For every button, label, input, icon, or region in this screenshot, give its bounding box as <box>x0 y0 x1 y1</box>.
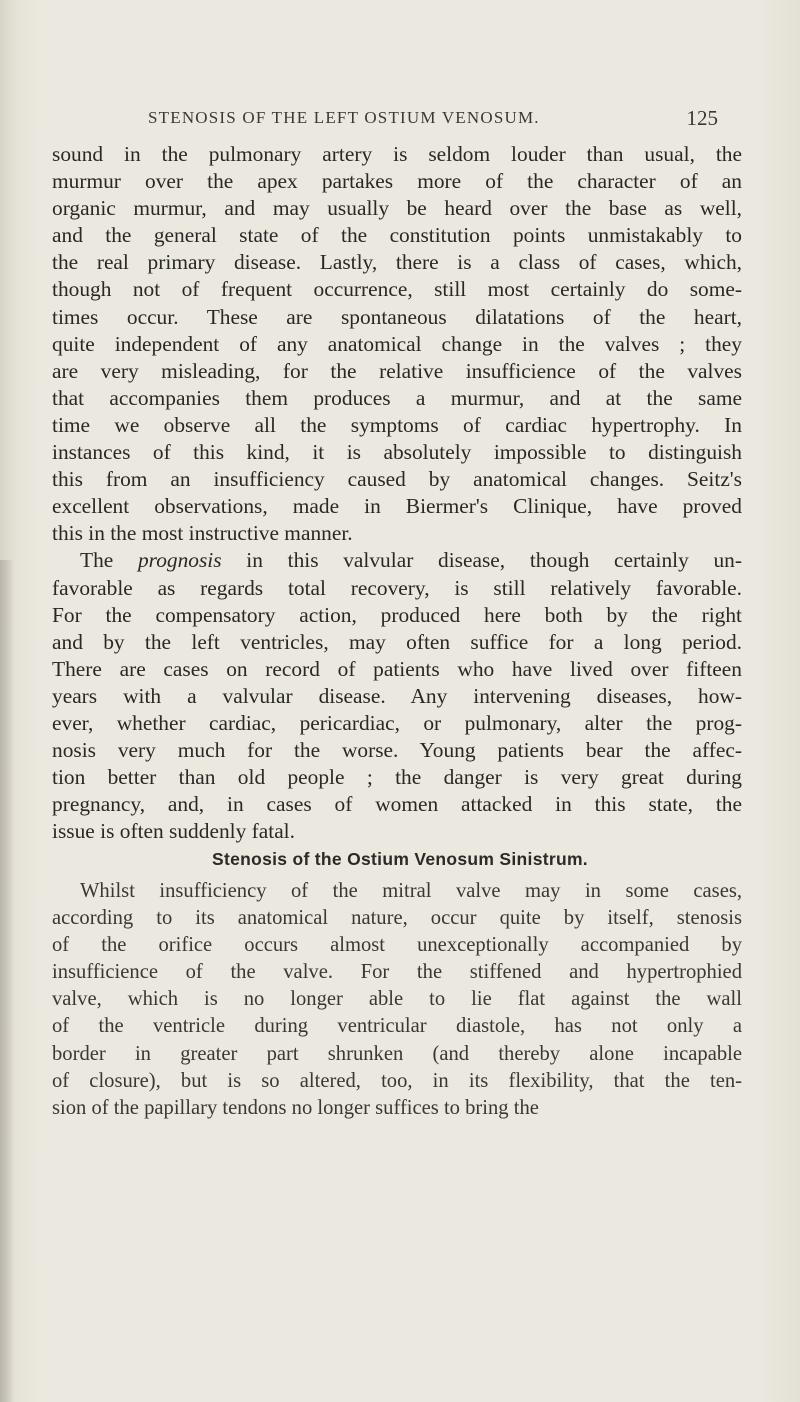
text-line: nosis very much for the worse. Young patients bear the affec- <box>52 738 742 763</box>
text-line: For the compensatory action, produced here both by the right <box>52 602 742 627</box>
page-header <box>148 106 718 132</box>
text-line: of the orifice occurs almost unexceptionally accompanied by <box>52 934 742 957</box>
text-line: There are cases on record of patients who have lived over fifteen <box>52 656 742 681</box>
text-line: though not of frequent occurrence, still most certainly do some- <box>52 277 742 302</box>
text-line: border in greater part shrunken (and thereby alone incapable <box>52 1042 742 1065</box>
text-line: issue is often suddenly fatal. <box>52 819 295 844</box>
text-line: quite independent of any anatomical change in the valves ; they <box>52 331 742 356</box>
text-line: pregnancy, and, in cases of women attacked in this state, the <box>52 792 742 817</box>
text-line: valve, which is no longer able to lie flat against the wall <box>52 988 742 1011</box>
text-line: excellent observations, made in Biermer's Clinique, have proved <box>52 494 742 519</box>
text-line: and by the left ventricles, may often suffice for a long period. <box>52 629 742 654</box>
text-line: sound in the pulmonary artery is seldom louder than usual, the <box>52 142 742 166</box>
body-text-bottom <box>52 878 742 1122</box>
text-line: times occur. These are spontaneous dilatations of the heart, <box>52 304 742 329</box>
text-line: this from an insufficiency caused by anatomical changes. Seitz's <box>52 467 742 492</box>
text-line: sion of the papillary tendons no longer suffices to bring the <box>52 1096 539 1119</box>
text-line: favorable as regards total recovery, is still relatively favorable. <box>52 575 742 600</box>
text-line: the real primary disease. Lastly, there is a class of cases, which, <box>52 250 742 275</box>
text-line: of closure), but is so altered, too, in its flexibility, that the ten- <box>52 1069 742 1092</box>
text-line: instances of this kind, it is absolutely impossible to distinguish <box>52 440 742 465</box>
text-line: organic murmur, and may usually be heard over the base as well, <box>52 196 742 221</box>
text-line: years with a valvular disease. Any intervening diseases, how- <box>52 683 742 708</box>
text-line: of the ventricle during ventricular diastole, has not only a <box>52 1015 742 1038</box>
text-line: this in the most instructive manner. <box>52 521 353 546</box>
page-number: 125 <box>686 106 718 130</box>
running-head: STENOSIS OF THE LEFT OSTIUM VENOSUM. <box>148 108 540 127</box>
text-line: time we observe all the symptoms of cardiac hypertrophy. In <box>52 412 742 437</box>
text-fragment: The <box>80 548 138 573</box>
text-line: Whilst insufficiency of the mitral valve may in some cases, <box>80 880 742 902</box>
text-line: and the general state of the constitution points unmistakably to <box>52 223 742 248</box>
prognosis-first-line <box>52 547 742 574</box>
text-line: are very misleading, for the relative insufficience of the valves <box>52 358 742 383</box>
text-line: tion better than old people ; the danger is very great during <box>52 765 742 790</box>
body-text-top <box>52 141 742 845</box>
gutter-shadow <box>0 560 14 1402</box>
text-line: ever, whether cardiac, pericardiac, or pulmonary, alter the prog- <box>52 710 742 735</box>
text-line: according to its anatomical nature, occur quite by itself, stenosis <box>52 907 742 930</box>
text-line: murmur over the apex partakes more of the character of an <box>52 169 742 194</box>
text-fragment: in this valvular disease, though certainly un- <box>221 548 743 573</box>
text-line: insufficience of the valve. For the stiffened and hypertrophied <box>52 961 742 984</box>
section-heading: Stenosis of the Ostium Venosum Sinistrum. <box>212 849 588 869</box>
text-line: that accompanies them produces a murmur, and at the same <box>52 385 742 410</box>
italic-term: prognosis <box>137 548 222 573</box>
